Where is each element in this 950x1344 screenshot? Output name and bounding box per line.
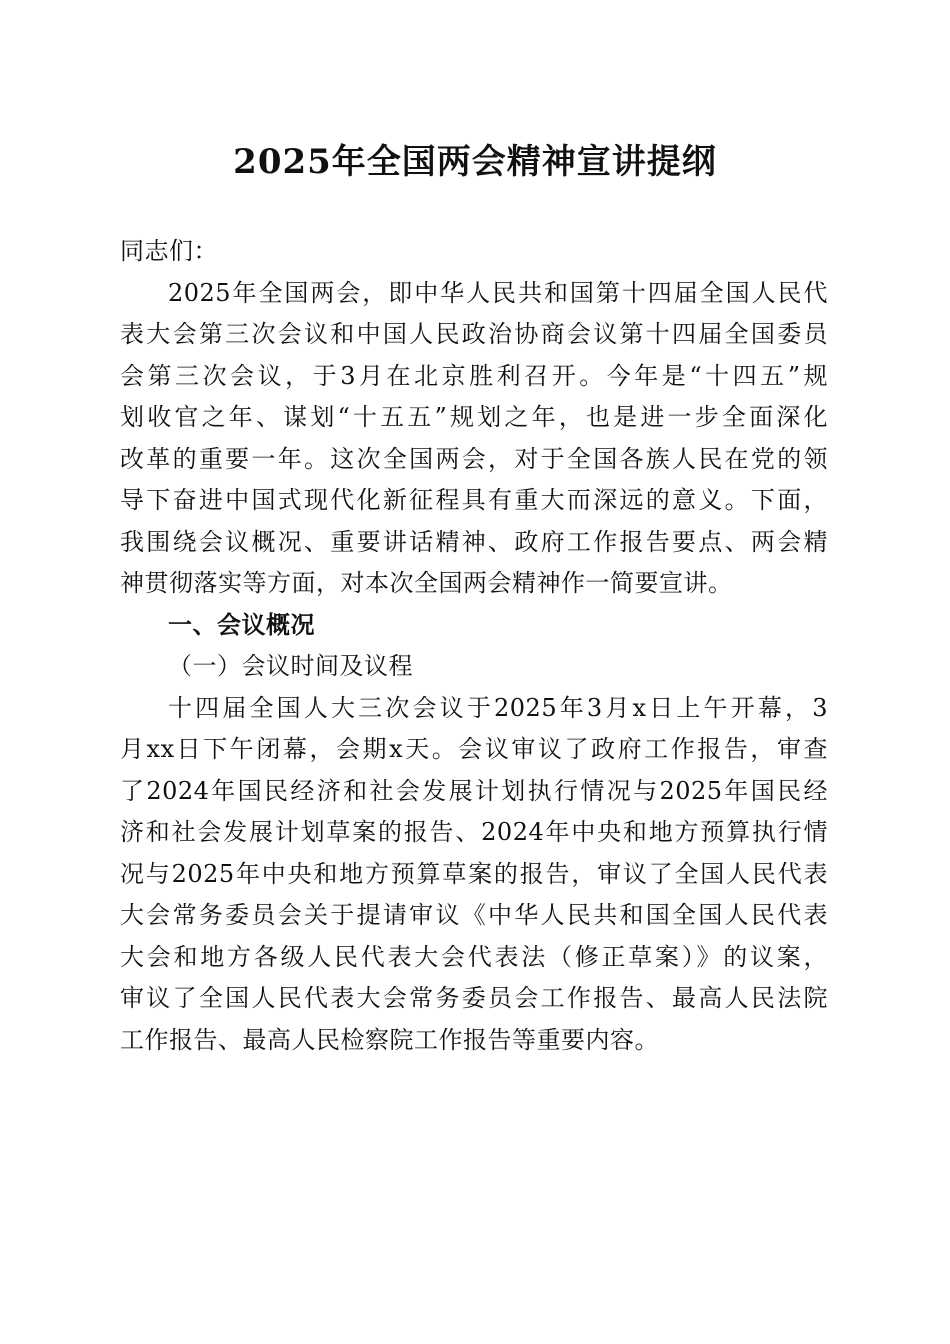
- paragraph-line: 工作报告、最高人民检察院工作报告等重要内容。: [120, 1025, 659, 1054]
- paragraph-line: 划收官之年、谋划“十五五”规划之年，也是进一步全面深化: [120, 403, 828, 431]
- paragraph-line: 济和社会发展计划草案的报告、2024年中央和地方预算执行情: [120, 818, 828, 846]
- document-body: [120, 231, 828, 1061]
- paragraph-line: 月xx日下午闭幕，会期x天。会议审议了政府工作报告，审查: [120, 735, 828, 763]
- paragraph-line: 导下奋进中国式现代化新征程具有重大而深远的意义。下面，: [120, 486, 828, 514]
- paragraph-line: 我围绕会议概况、重要讲话精神、政府工作报告要点、两会精: [120, 527, 828, 556]
- paragraph-line: 大会和地方各级人民代表大会代表法（修正草案）》的议案，: [120, 942, 828, 971]
- paragraph-line: 十四届全国人大三次会议于2025年3月x日上午开幕，3: [168, 693, 828, 722]
- paragraph-line: 了2024年国民经济和社会发展计划执行情况与2025年国民经: [120, 776, 828, 805]
- subsection-heading: （一）会议时间及议程: [168, 652, 413, 680]
- intro-paragraph: [120, 273, 828, 605]
- paragraph-line: 况与2025年中央和地方预算草案的报告，审议了全国人民代表: [120, 859, 828, 888]
- document-title: 2025年全国两会精神宣讲提纲: [233, 142, 717, 182]
- section-heading: 一、会议概况: [168, 610, 315, 639]
- paragraph-line: 2025年全国两会，即中华人民共和国第十四届全国人民代: [168, 278, 828, 307]
- salutation: 同志们：: [120, 237, 218, 265]
- paragraph-line: 改革的重要一年。这次全国两会，对于全国各族人民在党的领: [120, 444, 828, 473]
- paragraph-line: 大会常务委员会关于提请审议《中华人民共和国全国人民代表: [120, 901, 828, 929]
- paragraph-line: 会第三次会议，于3月在北京胜利召开。今年是“十四五”规: [120, 361, 828, 390]
- section-1-paragraph: [120, 688, 828, 1062]
- paragraph-line: 表大会第三次会议和中国人民政治协商会议第十四届全国委员: [120, 320, 828, 348]
- paragraph-line: 神贯彻落实等方面，对本次全国两会精神作一简要宣讲。: [120, 569, 733, 597]
- paragraph-line: 审议了全国人民代表大会常务委员会工作报告、最高人民法院: [120, 984, 828, 1012]
